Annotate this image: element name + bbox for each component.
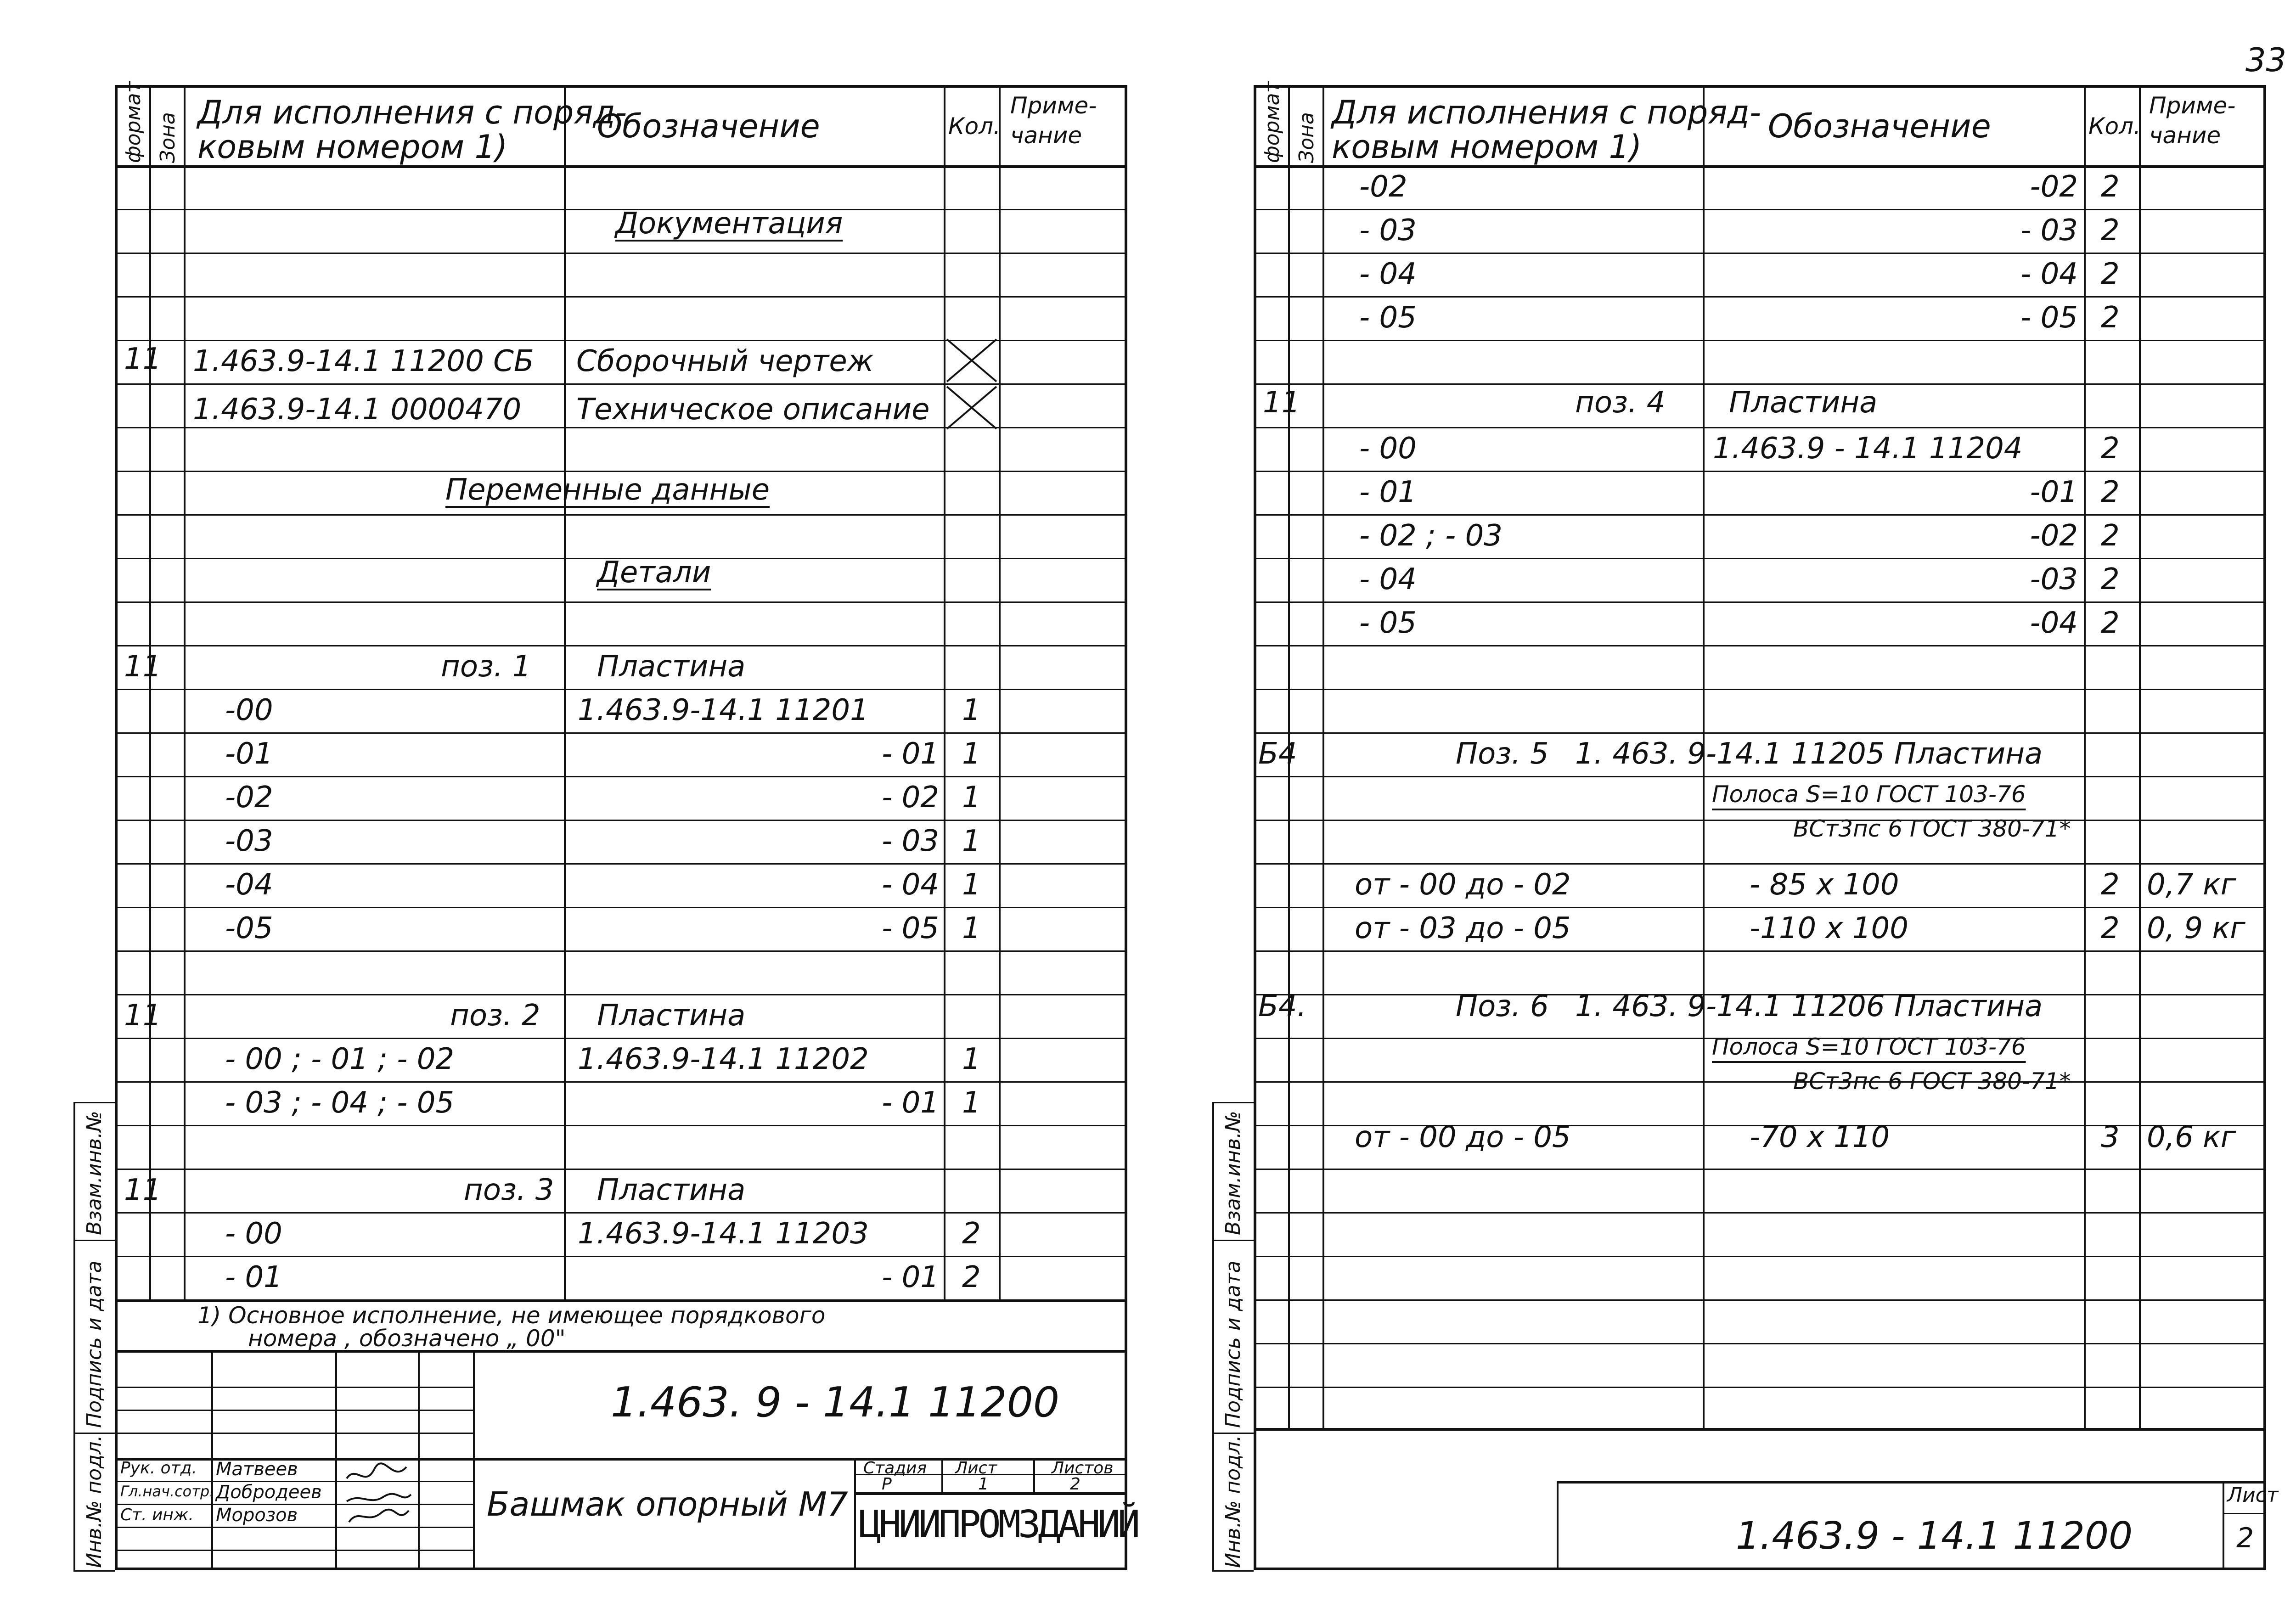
row-line — [115, 253, 1127, 254]
stamp-name-2: Добродеев — [216, 1482, 322, 1503]
row-line — [1254, 820, 2266, 821]
pos4-name: Пластина — [1729, 386, 1878, 420]
pos2-row-1-qty: 1 — [962, 1042, 981, 1076]
row-line — [115, 907, 1127, 908]
r-pos3-row-3-qty: 2 — [2101, 257, 2120, 291]
pos4-row-1-des: 1.463.9 - 14.1 11204 — [1713, 432, 2023, 466]
pos5-row-2-qty: 2 — [2101, 911, 2120, 945]
pos1-row-1-qty: 1 — [962, 693, 981, 727]
doc-row-1-code: 1.463.9-14.1 11200 СБ — [193, 344, 534, 378]
row-line — [115, 296, 1127, 298]
pos3-row-1-qty: 2 — [962, 1217, 981, 1251]
row-line — [1254, 253, 2266, 254]
header-for-execution: Для исполнения с поряд- — [197, 94, 627, 131]
pos6-material-1: Полоса S=10 ГОСТ 103-76 — [1712, 1034, 2026, 1060]
r-pos3-row-4-qty: 2 — [2101, 301, 2120, 335]
row-line — [1254, 950, 2266, 952]
row-line — [115, 514, 1127, 516]
stamp-name-1: Матвеев — [216, 1459, 298, 1480]
r-pos3-row-2-des: - 03 — [2020, 214, 2078, 247]
r-side-label-inv: Инв.№ подл. — [1221, 1435, 1245, 1568]
section-parts: Детали — [597, 556, 711, 590]
row-line — [1254, 209, 2266, 210]
r-pos3-row-2-qty: 2 — [2101, 214, 2120, 247]
row-line — [115, 950, 1127, 952]
pos4-row-4-qty: 2 — [2101, 562, 2120, 596]
pos5-row-1-des: - 85 x 100 — [1750, 868, 1899, 902]
r-header-designation: Обозначение — [1768, 107, 1991, 145]
stamp-sheets-label: Листов — [1052, 1459, 1114, 1478]
side-label-replace: Взам.инв.№ — [83, 1111, 106, 1235]
pos1-row-6-des: - 05 — [882, 911, 939, 945]
pos1-row-5-qty: 1 — [962, 868, 981, 902]
row-line — [1254, 732, 2266, 734]
row-line — [1254, 1212, 2266, 1214]
pos1-row-2-exec: -01 — [225, 737, 273, 771]
r-header-note-2: чание — [2149, 122, 2221, 149]
pos5-row-1-note: 0,7 кг — [2147, 868, 2236, 902]
stamp-organization: ЦНИИПРОМЗДАНИЙ — [859, 1503, 1138, 1546]
row-line — [1254, 689, 2266, 690]
pos5-row-2-des: -110 x 100 — [1750, 911, 1908, 945]
r-pos3-row-3-exec: - 04 — [1359, 257, 1417, 291]
row-line — [1254, 601, 2266, 603]
pos3-row-2-qty: 2 — [962, 1260, 981, 1294]
footnote-line-2: номера , обозначено „ 00" — [248, 1325, 566, 1352]
row-line — [115, 994, 1127, 995]
row-line — [1254, 863, 2266, 865]
pos4-row-3-qty: 2 — [2101, 519, 2120, 553]
r-pos3-row-1-exec: -02 — [1359, 170, 1407, 204]
row-line — [1254, 1081, 2266, 1083]
pos6-label: Поз. 6 — [1456, 989, 1549, 1023]
pos4-row-3-exec: - 02 ; - 03 — [1359, 519, 1503, 553]
r-stamp-sheet: 2 — [2236, 1522, 2254, 1554]
pos2-row-1-des: 1.463.9-14.1 11202 — [578, 1042, 869, 1076]
stamp-code: 1.463. 9 - 14.1 11200 — [611, 1378, 1060, 1427]
pos2-row-2-qty: 1 — [962, 1086, 981, 1120]
row-line — [1254, 1256, 2266, 1257]
pos2-name: Пластина — [597, 999, 746, 1033]
header-designation: Обозначение — [597, 107, 820, 145]
right-sheet — [1185, 0, 2296, 1624]
row-line — [1254, 471, 2266, 472]
r-side-label-replace: Взам.инв.№ — [1221, 1111, 1245, 1235]
row-line — [115, 1169, 1127, 1170]
stamp-sheets: 2 — [1070, 1475, 1080, 1494]
pos4-format: 11 — [1263, 386, 1300, 420]
pos2-label: поз. 2 — [450, 999, 540, 1033]
row-line — [1254, 907, 2266, 908]
stamp-role-3: Ст. инж. — [120, 1506, 194, 1524]
pos6-format: Б4. — [1258, 989, 1306, 1023]
page-number: 33 — [2245, 41, 2287, 79]
doc-row-1-name: Сборочный чертеж — [576, 344, 874, 378]
pos5-material-1: Полоса S=10 ГОСТ 103-76 — [1712, 781, 2026, 808]
pos4-row-5-qty: 2 — [2101, 606, 2120, 640]
row-line — [1254, 340, 2266, 341]
pos3-row-1-exec: - 00 — [225, 1217, 282, 1251]
stamp-role-1: Рук. отд. — [120, 1459, 197, 1478]
doc-row-2-code: 1.463.9-14.1 0000470 — [193, 393, 522, 427]
row-line — [115, 732, 1127, 734]
pos3-format: 11 — [124, 1173, 162, 1207]
stamp-stage-label: Стадия — [863, 1459, 927, 1478]
r-pos3-row-2-exec: - 03 — [1359, 214, 1417, 247]
pos1-row-1-des: 1.463.9-14.1 11201 — [578, 693, 869, 727]
pos1-name: Пластина — [597, 650, 746, 684]
pos1-row-2-des: - 01 — [882, 737, 939, 771]
pos5-label: Поз. 5 — [1456, 737, 1549, 771]
row-line — [115, 645, 1127, 646]
pos6-row-1-exec: от - 00 до - 05 — [1355, 1120, 1571, 1154]
stamp-stage: Р — [882, 1475, 892, 1494]
pos1-row-5-exec: -04 — [225, 868, 273, 902]
row-line — [1254, 558, 2266, 559]
pos4-row-4-des: -03 — [2030, 562, 2078, 596]
row-line — [1254, 1343, 2266, 1344]
r-pos3-row-1-qty: 2 — [2101, 170, 2120, 204]
pos6-row-1-des: -70 x 110 — [1750, 1120, 1890, 1154]
pos4-row-2-exec: - 01 — [1359, 475, 1417, 509]
row-line — [115, 776, 1127, 777]
stamp-name-3: Морозов — [216, 1505, 298, 1526]
side-label-inv: Инв.№ подл. — [83, 1435, 106, 1568]
pos1-row-3-exec: -02 — [225, 781, 273, 815]
side-label-signature: Подпись и дата — [83, 1260, 106, 1428]
header-format: формат — [122, 81, 145, 163]
r-pos3-row-4-exec: - 05 — [1359, 301, 1417, 335]
pos6-row-1-qty: 3 — [2101, 1120, 2120, 1154]
pos4-row-5-exec: - 05 — [1359, 606, 1417, 640]
pos1-row-5-des: - 04 — [882, 868, 939, 902]
doc-row-2-name: Техническое описание — [576, 393, 930, 427]
pos4-row-4-exec: - 04 — [1359, 562, 1417, 596]
cross-mark-1 — [945, 337, 998, 383]
pos1-row-4-des: - 03 — [882, 824, 939, 858]
pos4-row-3-des: -02 — [2030, 519, 2078, 553]
stamp-role-2: Гл.нач.сотр. — [120, 1483, 214, 1500]
pos3-row-2-exec: - 01 — [225, 1260, 282, 1294]
header-qty: Кол. — [948, 113, 1001, 140]
pos1-row-6-exec: -05 — [225, 911, 273, 945]
r-pos3-row-4-des: - 05 — [2020, 301, 2078, 335]
pos4-row-2-des: -01 — [2030, 475, 2078, 509]
row-line — [115, 1256, 1127, 1257]
pos4-label: поз. 4 — [1575, 386, 1666, 420]
pos1-row-6-qty: 1 — [962, 911, 981, 945]
stamp-sheet-label: Лист — [955, 1459, 997, 1478]
row-line — [1254, 383, 2266, 385]
row-line — [1254, 427, 2266, 428]
footnote-line-1: 1) Основное исполнение, не имеющее порядкового — [197, 1302, 826, 1329]
pos4-row-1-exec: - 00 — [1359, 432, 1417, 466]
row-line — [1254, 1169, 2266, 1170]
pos5-format: Б4 — [1258, 737, 1297, 771]
r-header-format: формат — [1261, 81, 1284, 163]
pos1-row-1-exec: -00 — [225, 693, 273, 727]
r-stamp-sheet-label: Лист — [2227, 1484, 2279, 1507]
pos1-format: 11 — [124, 650, 162, 684]
pos5-row-2-exec: от - 03 до - 05 — [1355, 911, 1571, 945]
pos1-row-2-qty: 1 — [962, 737, 981, 771]
pos3-label: поз. 3 — [464, 1173, 554, 1207]
header-note: Приме- — [1010, 92, 1097, 119]
pos1-label: поз. 1 — [441, 650, 531, 684]
row-line — [115, 820, 1127, 821]
r-header-for-execution: Для исполнения с поряд- — [1332, 94, 1761, 131]
pos5-code: 1. 463. 9 — [1575, 737, 1706, 771]
row-line — [1254, 1387, 2266, 1388]
header-note-2: чание — [1010, 122, 1082, 149]
pos5-row-1-exec: от - 00 до - 02 — [1355, 868, 1571, 902]
r-header-qty: Кол. — [2088, 113, 2141, 140]
r-side-label-signature: Подпись и дата — [1221, 1260, 1245, 1428]
pos1-row-3-qty: 1 — [962, 781, 981, 815]
pos4-row-2-qty: 2 — [2101, 475, 2120, 509]
row-line — [115, 471, 1127, 472]
r-stamp-code: 1.463.9 - 14.1 11200 — [1736, 1514, 2133, 1558]
row-line — [115, 1081, 1127, 1083]
row-line — [115, 1125, 1127, 1126]
header-for-execution-2: ковым номером 1) — [197, 128, 508, 166]
row-line — [115, 863, 1127, 865]
pos5-material-2: ВСт3пс 6 ГОСТ 380-71* — [1793, 815, 2071, 842]
row-line — [1254, 776, 2266, 777]
section-documentation: Документация — [615, 207, 843, 241]
pos1-row-3-des: - 02 — [882, 781, 939, 815]
pos5-row-2-note: 0, 9 кг — [2147, 911, 2245, 945]
cross-mark-2 — [945, 385, 998, 431]
r-pos3-row-1-des: -02 — [2030, 170, 2078, 204]
r-header-zone: Зона — [1295, 112, 1318, 163]
row-line — [115, 601, 1127, 603]
pos3-row-2-des: - 01 — [882, 1260, 939, 1294]
doc-row-1-format: 11 — [124, 342, 162, 376]
r-pos3-row-3-des: - 04 — [2020, 257, 2078, 291]
pos2-row-2-des: - 01 — [882, 1086, 939, 1120]
pos6-code: 1. 463. 9 — [1575, 989, 1706, 1023]
pos3-name: Пластина — [597, 1173, 746, 1207]
stamp-title: Башмак опорный М7 — [487, 1485, 848, 1523]
row-line — [1254, 645, 2266, 646]
row-line — [1254, 514, 2266, 516]
pos2-row-1-exec: - 00 ; - 01 ; - 02 — [225, 1042, 455, 1076]
pos6-row-1-note: 0,6 кг — [2147, 1120, 2236, 1154]
r-header-for-execution-2: ковым номером 1) — [1332, 128, 1642, 166]
pos3-row-1-des: 1.463.9-14.1 11203 — [578, 1217, 869, 1251]
signatures — [342, 1460, 416, 1529]
pos2-row-2-exec: - 03 ; - 04 ; - 05 — [225, 1086, 455, 1120]
section-variable-data: Переменные данные — [445, 473, 770, 507]
stamp-sheet: 1 — [978, 1475, 989, 1494]
row-line — [1254, 1299, 2266, 1301]
pos4-row-5-des: -04 — [2030, 606, 2078, 640]
pos5-row-1-qty: 2 — [2101, 868, 2120, 902]
pos4-row-1-qty: 2 — [2101, 432, 2120, 466]
pos2-format: 11 — [124, 999, 162, 1033]
pos1-row-4-qty: 1 — [962, 824, 981, 858]
row-line — [115, 1212, 1127, 1214]
row-line — [1254, 296, 2266, 298]
row-line — [115, 1038, 1127, 1039]
pos6-designation: -14.1 11206 Пластина — [1706, 989, 2043, 1023]
header-zone: Зона — [156, 112, 180, 163]
pos6-material-2: ВСт3пс 6 ГОСТ 380-71* — [1793, 1068, 2071, 1095]
pos1-row-4-exec: -03 — [225, 824, 273, 858]
r-header-note: Приме- — [2149, 92, 2236, 119]
row-line — [115, 689, 1127, 690]
pos5-designation: -14.1 11205 Пластина — [1706, 737, 2043, 771]
